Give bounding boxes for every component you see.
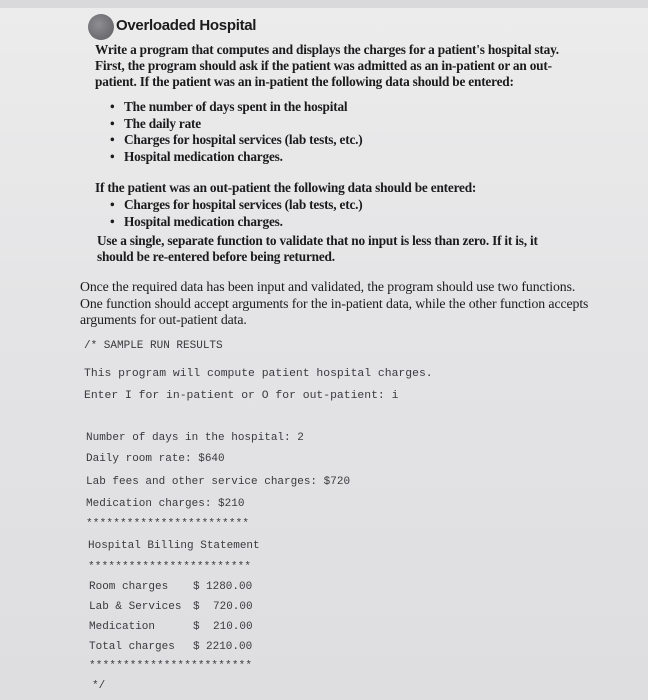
billing-row-currency: $ — [193, 621, 200, 633]
billing-row-currency: $ — [193, 581, 200, 593]
billing-row-label: Medication — [89, 621, 156, 633]
bullet-icon: • — [110, 148, 115, 164]
billing-row-label: Room charges — [89, 581, 169, 593]
inpatient-list — [110, 99, 363, 165]
billing-row-currency: $ — [193, 641, 200, 653]
list-item: • Hospital medication charges. — [110, 213, 283, 229]
page-top-edge — [0, 0, 648, 8]
outpatient-list — [110, 197, 363, 230]
functions-note: Once the required data has been input and validated, the program should use two functions. One function should accept arguments for the in-patient data, while the other function accepts arguments for out-patient data. — [80, 279, 589, 327]
billing-row-amount: 210.00 — [213, 621, 253, 633]
list-item: • Charges for hospital services (lab tests, etc.) — [110, 197, 363, 212]
sample-comment-close: */ — [92, 680, 106, 692]
stars-divider: ************************ — [88, 561, 252, 573]
bullet-icon: • — [110, 115, 115, 131]
sample-prompt-line: Enter I for in-patient or O for out-patient: i — [84, 390, 399, 402]
page-title: Overloaded Hospital — [116, 17, 257, 34]
billing-row-currency: $ — [193, 601, 200, 613]
validation-note: Use a single, separate function to validate that no input is less than zero. If it is, it should be re-entered before being returned. — [97, 233, 538, 264]
list-item: • The daily rate — [110, 115, 201, 131]
bullet-icon: • — [110, 213, 115, 229]
intro-paragraph: Write a program that computes and displays the charges for a patient's hospital stay. First, the program should ask if the patient was admitted as an in-patient or an out-patient. If the patient was an in-patient the following data should be entered: — [95, 42, 559, 89]
billing-row-label: Lab & Services — [89, 601, 182, 613]
sample-med-line: Medication charges: $210 — [86, 498, 245, 510]
billing-title: Hospital Billing Statement — [88, 540, 260, 552]
sample-lab-line: Lab fees and other service charges: $720 — [86, 476, 351, 488]
sample-days-line: Number of days in the hospital: 2 — [86, 432, 304, 444]
sample-comment-open: /* SAMPLE RUN RESULTS — [84, 340, 223, 352]
list-item: • The number of days spent in the hospital — [110, 99, 348, 114]
stars-divider: ************************ — [89, 660, 253, 672]
list-item: • Hospital medication charges. — [110, 148, 283, 164]
billing-row-label: Total charges — [89, 641, 175, 653]
billing-row-amount: 1280.00 — [206, 581, 253, 593]
stars-divider: ************************ — [86, 518, 250, 530]
billing-row-amount: 720.00 — [213, 601, 253, 613]
billing-row-amount: 2210.00 — [206, 641, 253, 653]
bullet-icon: • — [110, 132, 115, 147]
sample-intro-line: This program will compute patient hospital charges. — [84, 368, 433, 380]
bullet-icon: • — [110, 197, 115, 212]
bullet-icon: • — [110, 99, 115, 114]
outpatient-intro: If the patient was an out-patient the following data should be entered: — [95, 180, 477, 195]
bullet-circle-icon — [88, 14, 114, 40]
sample-rate-line: Daily room rate: $640 — [86, 453, 225, 465]
list-item: • Charges for hospital services (lab tests, etc.) — [110, 132, 363, 147]
